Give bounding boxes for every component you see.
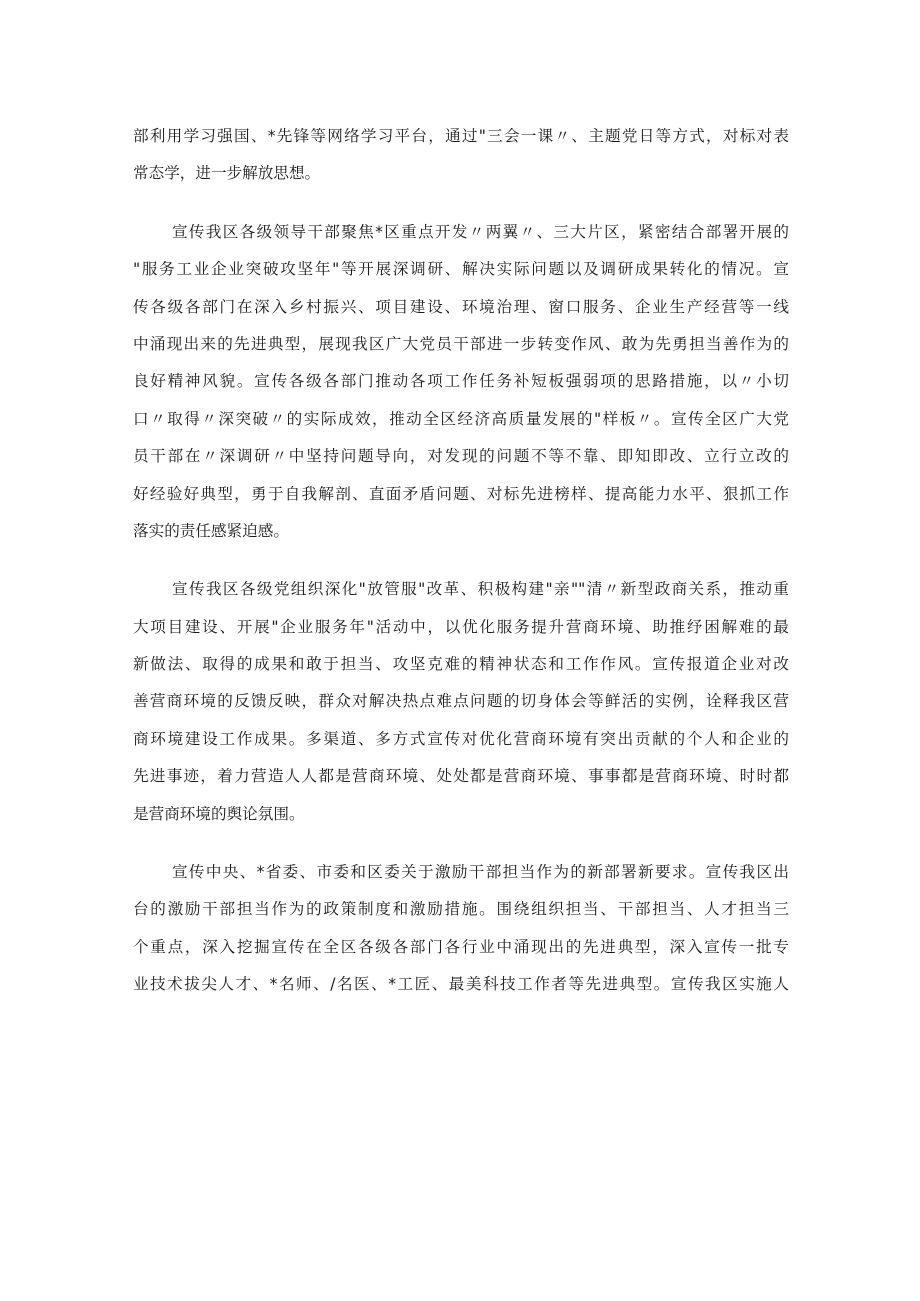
text-line: 先进事迹，着力营造人人都是营商环境、处处都是营商环境、事事都是营商环境、时时都 <box>133 767 789 786</box>
text-line: 良好精神风貌。宣传各级各部门推动各项工作任务补短板强弱项的思路措施，以〃小切 <box>133 372 789 391</box>
text-line: 个重点，深入挖掘宣传在全区各级各部门各行业中涌现出的先进典型，深入宣传一批专 <box>133 937 789 956</box>
text-line: 宣传我区各级领导干部聚焦*区重点开发〃两翼〃、三大片区，紧密结合部署开展的 <box>172 222 789 241</box>
text-line: 常态学，进一步解放思想。 <box>133 164 321 183</box>
text-line: 好经验好典型，勇于自我解剖、直面矛盾问题、对标先进榜样、提高能力水平、狠抓工作 <box>133 484 789 503</box>
text-line: 新做法、取得的成果和敢于担当、攻坚克难的精神状态和工作作风。宣传报道企业对改 <box>133 655 789 674</box>
text-line: 业技术拔尖人才、*名师、/名医、*工匠、最美科技工作者等先进典型。宣传我区实施人 <box>133 975 789 994</box>
paragraph-gap <box>133 833 789 854</box>
text-line: 宣传我区各级党组织深化"放管服"改革、积极构建"亲""清〃新型政商关系，推动重 <box>172 580 789 599</box>
paragraph-3 <box>133 571 789 833</box>
text-line: 员干部在〃深调研〃中坚持问题导向，对发现的问题不等不靠、即知即改、立行立改的 <box>133 447 789 466</box>
text-line: 善营商环境的反馈反映，群众对解决热点难点问题的切身体会等鲜活的实例，诠释我区营 <box>133 692 789 711</box>
text-line: 是营商环境的舆论氛围。 <box>133 804 305 823</box>
document-body <box>133 118 789 1004</box>
paragraph-gap <box>133 550 789 571</box>
text-line: 落实的责任感紧迫感。 <box>133 521 289 540</box>
paragraph-2 <box>133 214 789 551</box>
text-line: 中涌现出来的先进典型，展现我区广大党员干部进一步转变作风、敢为先勇担当善作为的 <box>133 334 789 353</box>
paragraph-4 <box>133 854 789 1004</box>
text-line: 口〃取得〃深突破〃的实际成效，推动全区经济高质量发展的"样板〃。宣传全区广大党 <box>133 409 789 428</box>
text-line: 商环境建设工作成果。多渠道、多方式宣传对优化营商环境有突出贡献的个人和企业的 <box>133 729 789 748</box>
text-line: 台的激励干部担当作为的政策制度和激励措施。围绕组织担当、干部担当、人才担当三 <box>133 900 789 919</box>
paragraph-gap <box>133 193 789 214</box>
text-line: 宣传中央、*省委、市委和区委关于激励干部担当作为的新部署新要求。宣传我区出 <box>172 863 789 882</box>
text-line: "服务工业企业突破攻坚年"等开展深调研、解决实际问题以及调研成果转化的情况。宣 <box>133 260 789 279</box>
text-line: 传各级各部门在深入乡村振兴、项目建设、环境治理、窗口服务、企业生产经营等一线 <box>133 297 789 316</box>
paragraph-1 <box>133 118 789 193</box>
text-line: 部利用学习强国、*先锋等网络学习平台，通过"三会一课〃、主题党日等方式，对标对表 <box>133 127 789 145</box>
text-line: 大项目建设、开展"企业服务年"活动中，以优化服务提升营商环境、助推纾困解难的最 <box>133 617 789 636</box>
